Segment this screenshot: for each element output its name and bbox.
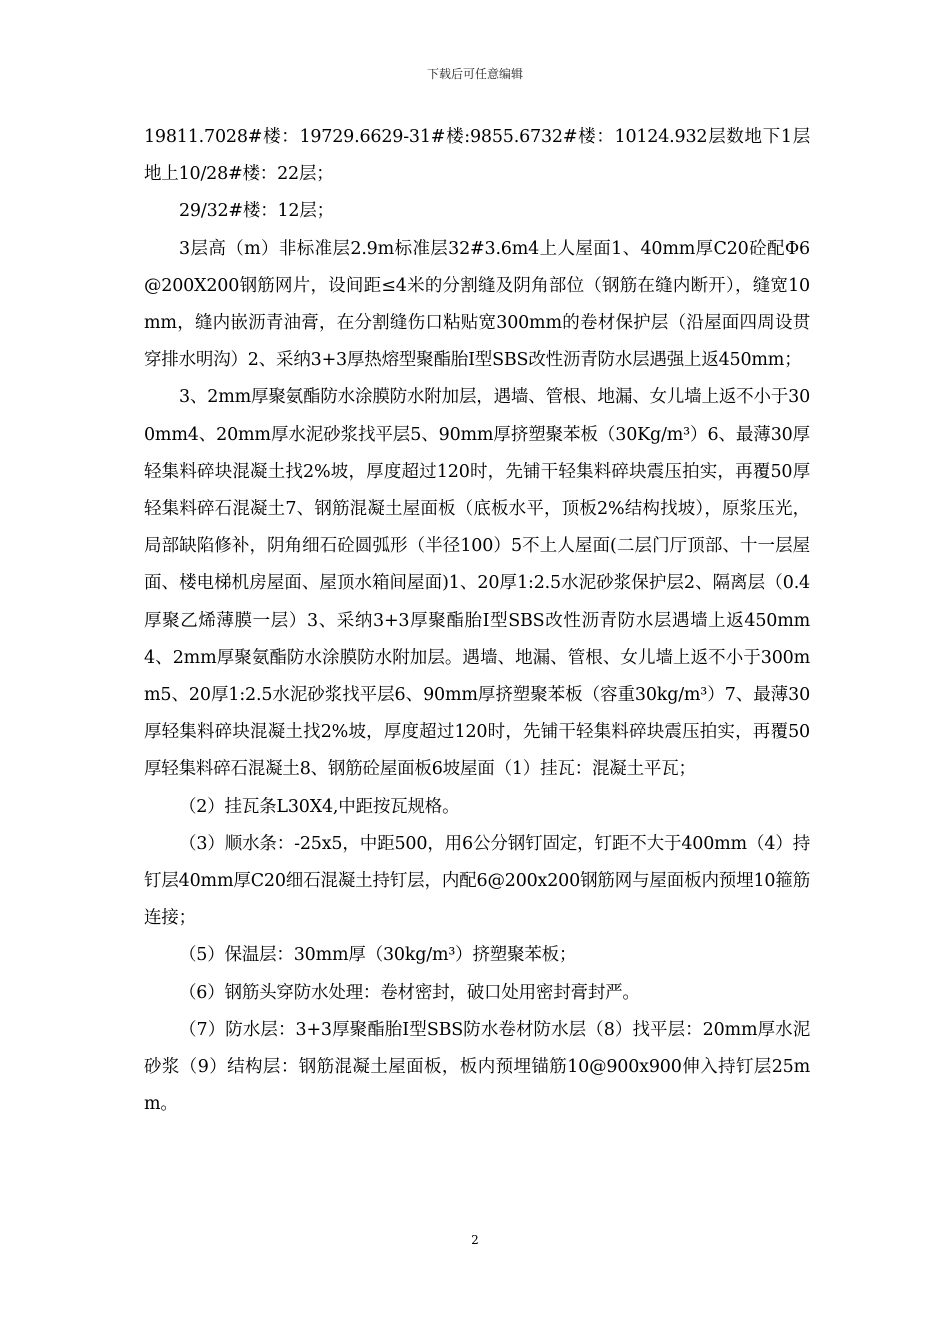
paragraph-5: （2）挂瓦条L30X4,中距按瓦规格。 (179, 796, 460, 817)
paragraph-1: 19811.7028#楼：19729.6629-31#楼:9855.6732#楼：10124.932层数地下1层地上10/28#楼：22层； (144, 127, 810, 185)
page-header: 下载后可任意编辑 (426, 67, 523, 81)
paragraph-8: （6）钢筋头穿防水处理：卷材密封，破口处用密封膏封严。 (179, 982, 640, 1003)
paragraph-9: （7）防水层：3+3厚聚酯胎Ⅰ型SBS防水卷材防水层（8）找平层：20mm厚水泥砂浆（9）结构层：钢筋混凝土屋面板，板内预埋锚筋10@900x900伸入持钉层25mm。 (144, 1019, 810, 1115)
document-body (144, 119, 810, 1123)
paragraph-2: 29/32#楼：12层； (179, 201, 334, 222)
paragraph-3: 3层高（m）非标准层2.9m标准层32#3.6m4上人屋面1、40mm厚C20砼配Φ6@200X200钢筋网片，设间距≤4米的分割缝及阴角部位（钢筋在缝内断开），缝宽10mm，缝内嵌沥青油膏，在分割缝伤口粘贴宽300mm的卷材保护层（沿屋面四周设贯穿排水明沟）2、采纳3+3厚热熔型聚酯胎Ⅰ型SBS改性沥青防水层遇强上返450mm； (144, 238, 810, 371)
page-number: 2 (471, 1233, 479, 1247)
paragraph-7: （5）保温层：30mm厚（30kg/m³）挤塑聚苯板； (179, 945, 577, 966)
paragraph-6: （3）顺水条：-25x5，中距500，用6公分钢钉固定，钉距不大于400mm（4）持钉层40mm厚C20细石混凝土持钉层，内配6@200x200钢筋网与屋面板内预埋10箍筋连接； (144, 833, 810, 929)
paragraph-4: 3、2mm厚聚氨酯防水涂膜防水附加层，遇墙、管根、地漏、女儿墙上返不小于300mm4、20mm厚水泥砂浆找平层5、90mm厚挤塑聚苯板（30Kg/m³）6、最薄30厚轻集料碎块混凝土找2%坡，厚度超过120时，先铺干轻集料碎块震压拍实，再覆50厚轻集料碎石混凝土7、钢筋混凝土屋面板（底板水平，顶板2%结构找坡），原浆压光，局部缺陷修补，阴角细石砼圆弧形（半径100）5不上人屋面(二层门厅顶部、十一层屋面、楼电梯机房屋面、屋顶水箱间屋面)1、20厚1:2.5水泥砂浆保护层2、隔离层（0.4厚聚乙烯薄膜一层）3、采纳3+3厚聚酯胎Ⅰ型SBS改性沥青防水层遇墙上返450mm4、2mm厚聚氨酯防水涂膜防水附加层。遇墙、地漏、管根、女儿墙上返不小于300mm5、20厚1:2.5水泥砂浆找平层6、90mm厚挤塑聚苯板（容重30kg/m³）7、最薄30厚轻集料碎块混凝土找2%坡，厚度超过120时，先铺干轻集料碎块震压拍实，再覆50厚轻集料碎石混凝土8、钢筋砼屋面板6坡屋面（1）挂瓦：混凝土平瓦； (144, 387, 810, 780)
